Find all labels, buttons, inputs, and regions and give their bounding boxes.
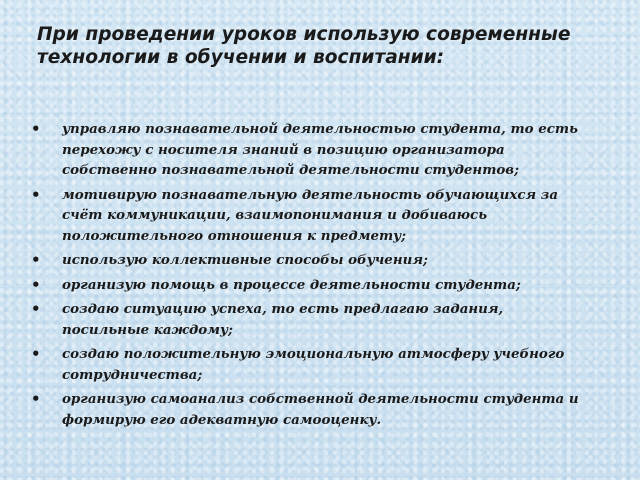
bullet-item bbox=[31, 275, 591, 296]
bullet-item bbox=[31, 344, 591, 385]
bullet-item bbox=[31, 119, 591, 181]
bullet-item bbox=[31, 299, 591, 340]
bullet-icon: • bbox=[31, 120, 41, 138]
bullet-text: создаю положительную эмоциональную атмосферу учебного сотрудничества; bbox=[62, 346, 565, 383]
bullet-icon: • bbox=[31, 275, 41, 294]
slide-title: При проведении уроков использую современные технологии в обучении и воспитании: bbox=[37, 24, 571, 68]
bullet-list bbox=[31, 119, 591, 434]
bullet-text: управляю познавательной деятельностью студента, то есть перехожу с носителя знаний в позицию организатора собственно познавательной деятельности студентов; bbox=[62, 121, 578, 178]
bullet-item bbox=[31, 185, 591, 247]
bullet-item bbox=[31, 250, 591, 271]
bullet-text: использую коллективные способы обучения; bbox=[62, 252, 428, 268]
bullet-item bbox=[31, 389, 591, 430]
bullet-text: организую самоанализ собственной деятельности студента и формирую его адекватную самооценку. bbox=[62, 391, 579, 428]
bullet-icon: • bbox=[31, 390, 41, 408]
bullet-icon: • bbox=[31, 345, 41, 363]
bullet-icon: • bbox=[31, 251, 41, 269]
bullet-text: мотивирую познавательную деятельность обучающихся за счёт коммуникации, взаимопонимания и добиваюсь положительного отношения к предмету; bbox=[62, 186, 559, 244]
bullet-text: создаю ситуацию успеха, то есть предлагаю задания, посильные каждому; bbox=[62, 301, 504, 338]
bullet-text: организую помощь в процессе деятельности студента; bbox=[62, 276, 521, 293]
bullet-icon: • bbox=[31, 185, 41, 204]
bullet-icon: • bbox=[31, 300, 41, 318]
